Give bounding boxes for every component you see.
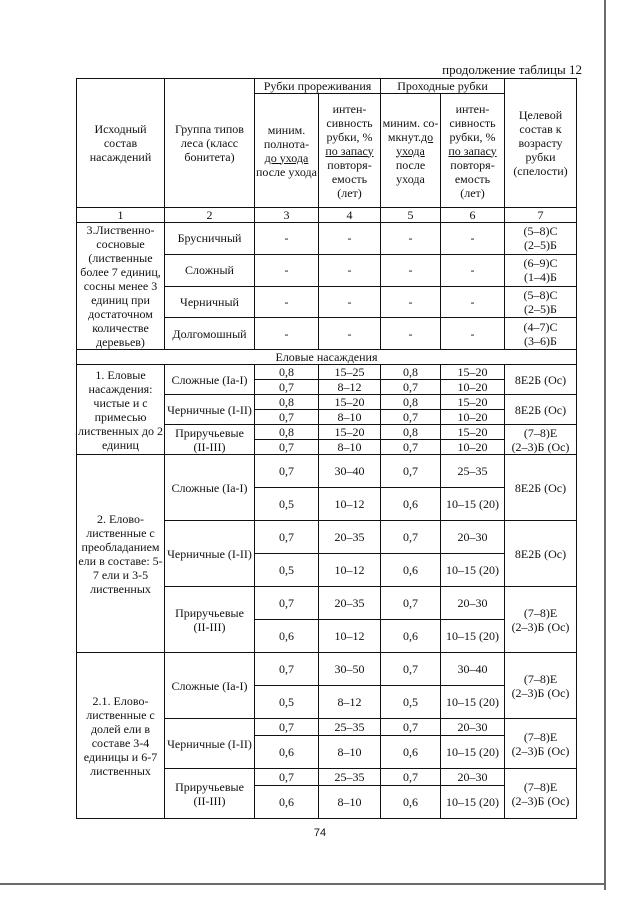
table-cell: 15–20 — [441, 395, 505, 410]
target-composition: 8Е2Б (Ос) — [505, 455, 577, 521]
table-cell: 0,7 — [381, 440, 441, 455]
table-cell: 0,7 — [255, 521, 319, 554]
table-cell: 8–10 — [319, 410, 381, 425]
table-cell: - — [381, 254, 441, 286]
table-cell: 0,8 — [255, 365, 319, 380]
table-cell: 25–35 — [319, 719, 381, 736]
table-cell: 0,8 — [255, 425, 319, 440]
table-cell: - — [441, 223, 505, 255]
table-cell: - — [441, 318, 505, 350]
table-cell: 20–30 — [441, 587, 505, 620]
forest-group: Брусничный — [165, 223, 255, 255]
target-composition: (5–8)С (2–5)Б — [505, 286, 577, 318]
forest-thinning-table — [76, 78, 577, 819]
table-cell: - — [381, 223, 441, 255]
table-cell: 0,7 — [255, 440, 319, 455]
table-cell: 15–20 — [441, 365, 505, 380]
forest-group: Черничные (I-II) — [165, 395, 255, 425]
target-composition: 8Е2Б (Ос) — [505, 521, 577, 587]
forest-group: Черничные (I-II) — [165, 719, 255, 769]
forest-group: Приручьевые (II-III) — [165, 587, 255, 653]
page-edge-right — [604, 0, 606, 890]
table-cell: 10–20 — [441, 410, 505, 425]
target-composition: 8Е2Б (Ос) — [505, 365, 577, 395]
table-cell: 0,6 — [381, 554, 441, 587]
table-cell: 0,7 — [381, 653, 441, 686]
table-cell: 30–40 — [319, 455, 381, 488]
forest-group: Черничный — [165, 286, 255, 318]
table-cell: 0,6 — [381, 620, 441, 653]
target-composition: (5–8)С (2–5)Б — [505, 223, 577, 255]
table-cell: 20–35 — [319, 521, 381, 554]
header-passing-group: Проходные рубки — [381, 79, 505, 94]
table-cell: 10–12 — [319, 620, 381, 653]
header-thinning-group: Рубки прореживания — [255, 79, 381, 94]
forest-group: Долгомошный — [165, 318, 255, 350]
table-cell: 0,6 — [381, 736, 441, 769]
target-composition: (7–8)Е (2–3)Б (Ос) — [505, 425, 577, 455]
page-edge-bottom — [0, 883, 606, 885]
table-cell: - — [319, 254, 381, 286]
target-composition: (6–9)С (1–4)Б — [505, 254, 577, 286]
header-forest-type-group: Группа типов леса (класс бонитета) — [165, 79, 255, 208]
table-cell: 0,6 — [255, 736, 319, 769]
table-cell: 10–15 (20) — [441, 620, 505, 653]
table-cell: 20–35 — [319, 587, 381, 620]
block-name-larch-pine: 3.Лиственно-сосновые (лиственные более 7 единиц, сосны менее 3 единиц при достаточном количестве деревьев) — [77, 223, 165, 350]
table-cell: 0,7 — [381, 769, 441, 786]
table-cell: - — [441, 286, 505, 318]
column-number: 6 — [441, 208, 505, 223]
table-cell: - — [319, 223, 381, 255]
forest-group: Сложные (Iа-I) — [165, 653, 255, 719]
forest-group: Сложный — [165, 254, 255, 286]
table-cell: 10–20 — [441, 380, 505, 395]
target-composition: (4–7)С (3–6)Б — [505, 318, 577, 350]
table-cell: 20–30 — [441, 521, 505, 554]
target-composition: (7–8)Е (2–3)Б (Ос) — [505, 587, 577, 653]
table-cell: - — [255, 223, 319, 255]
table-cell: 0,8 — [255, 395, 319, 410]
table-cell: 10–12 — [319, 554, 381, 587]
forest-group: Черничные (I-II) — [165, 521, 255, 587]
table-cell: 10–12 — [319, 488, 381, 521]
table-cell: 10–15 (20) — [441, 736, 505, 769]
table-cell: 8–12 — [319, 380, 381, 395]
table-cell: 0,5 — [255, 488, 319, 521]
table-cell: 0,7 — [381, 455, 441, 488]
table-cell: 8–10 — [319, 736, 381, 769]
table-cell: 0,8 — [381, 425, 441, 440]
forest-group: Приручьевые (II-III) — [165, 769, 255, 819]
table-cell: - — [255, 286, 319, 318]
table-caption: продолжение таблицы 12 — [442, 62, 582, 77]
table-cell: 0,7 — [381, 719, 441, 736]
header-thinning-intensity: интен-сивность рубки, % по запасу повторя-емость (лет) — [319, 94, 381, 208]
table-cell: - — [255, 254, 319, 286]
target-composition: (7–8)Е (2–3)Б (Ос) — [505, 653, 577, 719]
table-cell: 0,7 — [255, 587, 319, 620]
table-cell: 25–35 — [319, 769, 381, 786]
table-cell: 0,7 — [255, 653, 319, 686]
table-cell: 25–35 — [441, 455, 505, 488]
target-composition: (7–8)Е (2–3)Б (Ос) — [505, 769, 577, 819]
table-cell: 0,7 — [381, 587, 441, 620]
header-target-composition: Целевой состав к возрасту рубки (спелости) — [505, 79, 577, 208]
table-cell: - — [255, 318, 319, 350]
table-cell: 0,7 — [255, 380, 319, 395]
table-cell: 15–20 — [319, 395, 381, 410]
table-cell: 15–25 — [319, 365, 381, 380]
target-composition: (7–8)Е (2–3)Б (Ос) — [505, 719, 577, 769]
table-cell: 0,6 — [255, 786, 319, 819]
header-passing-intensity: интен-сивность рубки, % по запасу повторя-емость (лет) — [441, 94, 505, 208]
header-thinning-min-density: миним. полнота- до ухода после ухода — [255, 94, 319, 208]
table-cell: 20–30 — [441, 719, 505, 736]
block-name-spruce-pure: 1. Еловые насаждения: чистые и с примесью лиственных до 2 единиц — [77, 365, 165, 455]
column-number: 2 — [165, 208, 255, 223]
table-cell: 8–12 — [319, 686, 381, 719]
table-cell: 10–15 (20) — [441, 786, 505, 819]
table-cell: 0,6 — [381, 488, 441, 521]
column-number: 1 — [77, 208, 165, 223]
table-cell: 10–20 — [441, 440, 505, 455]
table-cell: 0,6 — [381, 786, 441, 819]
table-cell: 8–10 — [319, 786, 381, 819]
table-cell: 0,7 — [255, 769, 319, 786]
table-cell: 10–15 (20) — [441, 686, 505, 719]
forest-group: Сложные (Iа-I) — [165, 365, 255, 395]
header-passing-min-closure: миним. со-мкнут.до ухода после ухода — [381, 94, 441, 208]
table-cell: 0,7 — [255, 455, 319, 488]
table-cell: 0,7 — [381, 410, 441, 425]
table-cell: 0,7 — [255, 719, 319, 736]
column-number: 7 — [505, 208, 577, 223]
table-cell: - — [381, 318, 441, 350]
table-cell: 0,8 — [381, 365, 441, 380]
column-number: 5 — [381, 208, 441, 223]
table-cell: 8–10 — [319, 440, 381, 455]
table-cell: 15–20 — [441, 425, 505, 440]
header-initial-composition: Исходный состав насаждений — [77, 79, 165, 208]
table-cell: - — [319, 318, 381, 350]
table-cell: 30–40 — [441, 653, 505, 686]
forest-group: Сложные (Iа-I) — [165, 455, 255, 521]
target-composition: 8Е2Б (Ос) — [505, 395, 577, 425]
forest-group: Приручьевые (II-III) — [165, 425, 255, 455]
block-name-spruce-minor: 2.1. Елово-лиственные с долей ели в составе 3-4 единицы и 6-7 лиственных — [77, 653, 165, 819]
column-number: 4 — [319, 208, 381, 223]
table-cell: 0,7 — [255, 410, 319, 425]
section-title-spruce: Еловые насаждения — [77, 350, 577, 365]
table-cell: - — [441, 254, 505, 286]
block-name-spruce-mixed: 2. Елово-лиственные с преобладанием ели в составе: 5-7 ели и 3-5 лиственных — [77, 455, 165, 653]
table-cell: 0,5 — [255, 554, 319, 587]
table-cell: 20–30 — [441, 769, 505, 786]
table-cell: - — [381, 286, 441, 318]
table-cell: 30–50 — [319, 653, 381, 686]
table-cell: 0,5 — [381, 686, 441, 719]
table-cell: 10–15 (20) — [441, 554, 505, 587]
table-cell: 10–15 (20) — [441, 488, 505, 521]
table-cell: 0,6 — [255, 620, 319, 653]
table-cell: 0,8 — [381, 395, 441, 410]
page-number: 74 — [313, 827, 327, 839]
table-cell: - — [319, 286, 381, 318]
table-cell: 0,5 — [255, 686, 319, 719]
table-cell: 0,7 — [381, 521, 441, 554]
column-number: 3 — [255, 208, 319, 223]
table-cell: 0,7 — [381, 380, 441, 395]
table-cell: 15–20 — [319, 425, 381, 440]
